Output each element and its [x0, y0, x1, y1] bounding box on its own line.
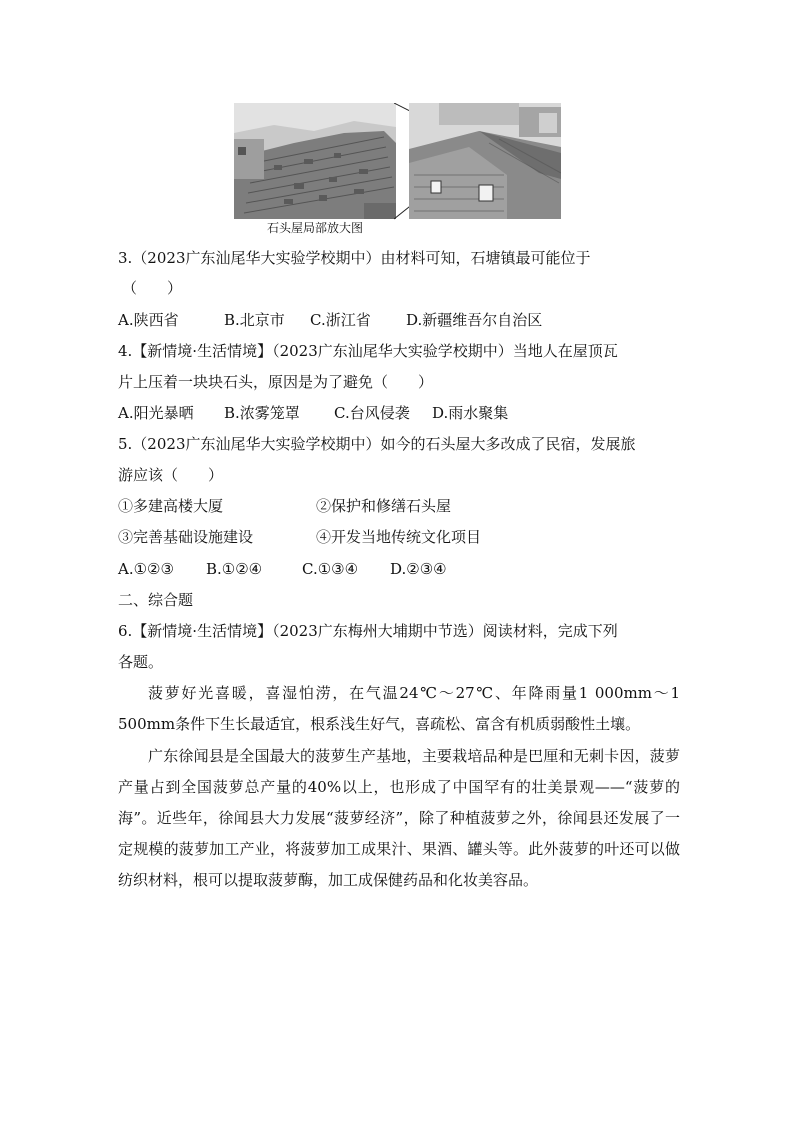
stone-house-closeup-photo — [409, 103, 561, 219]
stone-house-roof-photo — [234, 103, 396, 219]
question-4-options — [118, 398, 678, 428]
item-4: ④开发当地传统文化项目 — [316, 528, 482, 546]
question-6-stem-line2: 各题。 — [118, 653, 164, 671]
option-a: A.①②③ — [118, 560, 174, 578]
section-title: 二、综合题 — [118, 591, 194, 609]
question-5-items-row1 — [118, 491, 678, 521]
stone-house-figure — [234, 103, 562, 235]
option-b: B.北京市 — [224, 311, 285, 329]
question-6-stem-line1: 6.【新情境·生活情境】（2023广东梅州大埔期中节选）阅读材料，完成下列 — [118, 622, 618, 640]
option-b: B.浓雾笼罩 — [224, 404, 300, 422]
item-3: ③完善基础设施建设 — [118, 528, 254, 546]
option-d: D.雨水聚集 — [432, 404, 509, 422]
question-5-stem-line1: 5.（2023广东汕尾华大实验学校期中）如今的石头屋大多改成了民宿，发展旅 — [118, 435, 636, 453]
option-a: A.陕西省 — [118, 311, 179, 329]
item-1: ①多建高楼大厦 — [118, 497, 224, 515]
question-5-items-row2 — [118, 522, 678, 552]
question-4-stem-line1: 4.【新情境·生活情境】（2023广东汕尾华大实验学校期中）当地人在屋顶瓦 — [118, 342, 618, 360]
option-d: D.新疆维吾尔自治区 — [406, 311, 543, 329]
option-c: C.台风侵袭 — [334, 404, 410, 422]
question-3-options — [118, 305, 678, 335]
option-d: D.②③④ — [390, 560, 447, 578]
question-4-stem-line2: 片上压着一块块石头，原因是为了避免（ ） — [118, 373, 434, 391]
material-paragraph-2: 广东徐闻县是全国最大的菠萝生产基地，主要栽培品种是巴厘和无刺卡因，菠萝产量占到全国菠萝总产量的40%以上，也形成了中国罕有的壮美景观——“菠萝的海”。近些年，徐闻县大力发展“菠萝经济”，除了种植菠萝之外，徐闻县还发展了一定规模的菠萝加工产业，将菠萝加工成果汁、果酒、罐头等。此外菠萝的叶还可以做纺织材料，根可以提取菠萝酶，加工成保健药品和化妆美容品。 — [118, 747, 680, 889]
question-3-stem: 3.（2023广东汕尾华大实验学校期中）由材料可知，石塘镇最可能位于 — [118, 249, 591, 267]
question-5-options — [118, 554, 678, 584]
question-5-stem-line2: 游应该（ ） — [118, 466, 224, 484]
figure-caption: 石头屋局部放大图 — [266, 221, 363, 235]
option-c: C.浙江省 — [310, 311, 371, 329]
material-paragraph-1: 菠萝好光喜暖，喜湿怕涝，在气温24℃～27℃、年降雨量1 000mm～1 500mm条件下生长最适宜，根系浅生好气，喜疏松、富含有机质弱酸性土壤。 — [118, 684, 680, 733]
question-3-blank: （ ） — [122, 279, 183, 297]
option-c: C.①③④ — [302, 560, 359, 578]
option-a: A.阳光暴晒 — [118, 404, 194, 422]
option-b: B.①②④ — [206, 560, 263, 578]
item-2: ②保护和修缮石头屋 — [316, 497, 452, 515]
